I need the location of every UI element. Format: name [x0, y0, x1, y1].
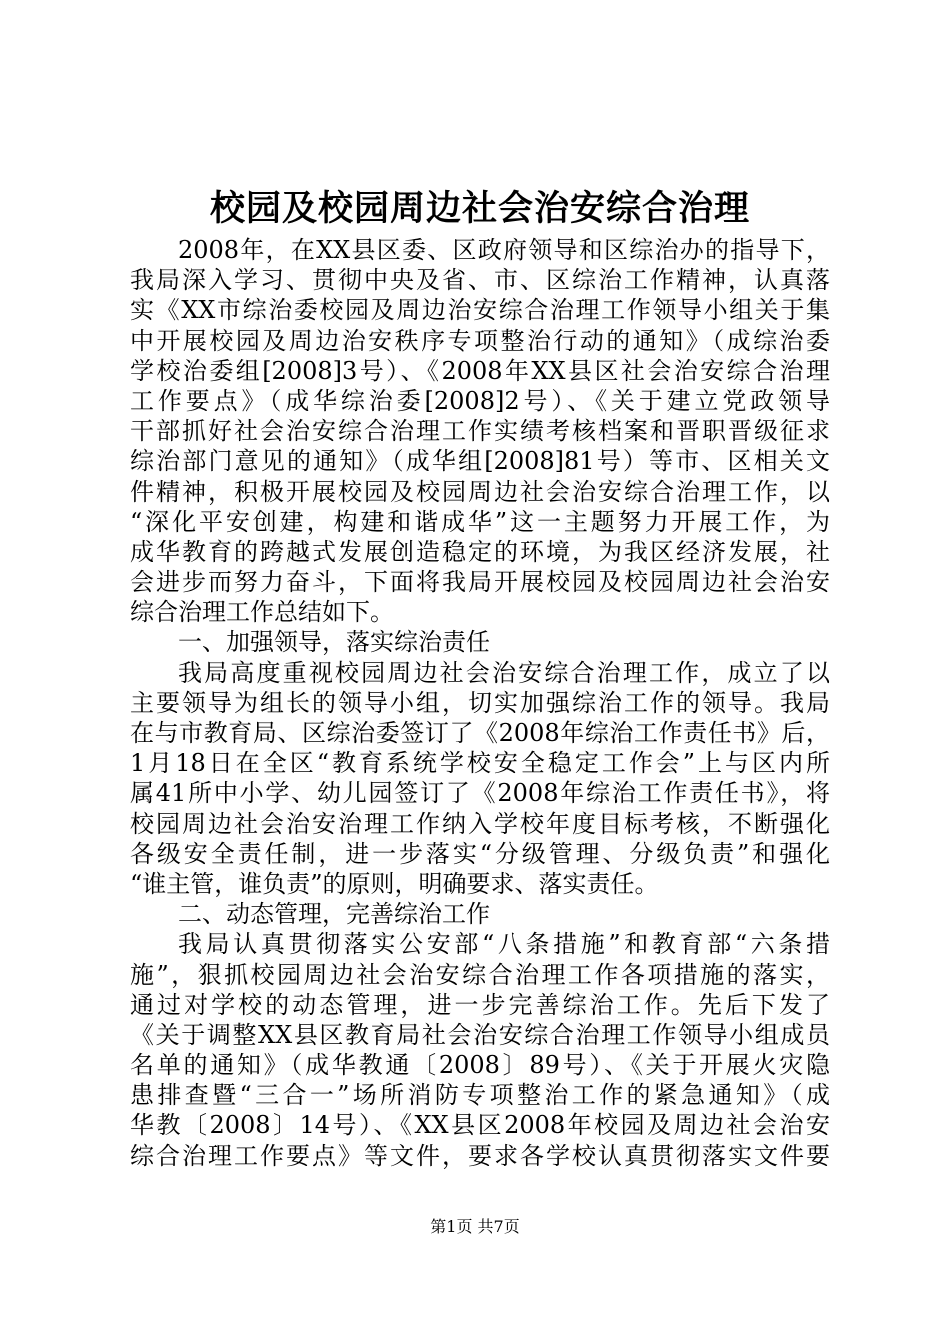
text-line: 施”，狠抓校园周边社会治安综合治理工作各项措施的落实， — [130, 960, 830, 989]
document-body — [130, 235, 830, 1171]
text-line: 综治部门意见的通知》（成华组[2008]81号）等市、区相关文 — [130, 447, 830, 476]
text-line: 我局高度重视校园周边社会治安综合治理工作，成立了以 — [178, 658, 830, 687]
text-line: 成华教育的跨越式发展创造稳定的环境，为我区经济发展，社 — [130, 537, 830, 566]
text-line: 我局认真贯彻落实公安部“八条措施”和教育部“六条措 — [178, 930, 830, 959]
text-line: 工作要点》（成华综治委[2008]2号）、《关于建立党政领导 — [130, 386, 830, 415]
text-line: 1月18日在全区“教育系统学校安全稳定工作会”上与区内所 — [130, 749, 830, 778]
text-line: 实《XX市综治委校园及周边治安综合治理工作领导小组关于集 — [130, 296, 830, 325]
section-heading: 二、动态管理，完善综治工作 — [178, 900, 490, 929]
text-line: 《关于调整XX县区教育局社会治安综合治理工作领导小组成员 — [130, 1020, 830, 1049]
text-line: 患排查暨“三合一”场所消防专项整治工作的紧急通知》（成 — [130, 1081, 830, 1110]
text-line: 我局深入学习、贯彻中央及省、市、区综治工作精神，认真落 — [130, 266, 830, 295]
text-line: 中开展校园及周边治安秩序专项整治行动的通知》（成综治委 — [130, 326, 830, 355]
text-line: 综合治理工作要点》等文件，要求各学校认真贯彻落实文件要 — [130, 1141, 830, 1170]
text-line: 华教〔2008〕14号）、《XX县区2008年校园及周边社会治安 — [130, 1111, 830, 1140]
text-line: 会进步而努力奋斗，下面将我局开展校园及校园周边社会治安 — [130, 568, 830, 597]
page-footer: 第1页 共7页 — [430, 1217, 520, 1236]
text-line: 主要领导为组长的领导小组，切实加强综治工作的领导。我局 — [130, 688, 830, 717]
section-heading: 一、加强领导，落实综治责任 — [178, 628, 490, 657]
text-line: 校园周边社会治安治理工作纳入学校年度目标考核，不断强化 — [130, 809, 830, 838]
text-line: 各级安全责任制，进一步落实“分级管理、分级负责”和强化 — [130, 839, 830, 868]
text-line: 综合治理工作总结如下。 — [130, 598, 394, 627]
text-line: 通过对学校的动态管理，进一步完善综治工作。先后下发了 — [130, 990, 830, 1019]
text-line: “谁主管，谁负责”的原则，明确要求、落实责任。 — [130, 869, 659, 898]
text-line: 属41所中小学、幼儿园签订了《2008年综治工作责任书》，将 — [130, 779, 830, 808]
text-line: 件精神，积极开展校园及校园周边社会治安综合治理工作，以 — [130, 477, 830, 506]
text-line: 2008年，在XX县区委、区政府领导和区综治办的指导下， — [178, 236, 830, 264]
document-title: 校园及校园周边社会治安综合治理 — [209, 189, 750, 229]
text-line: 在与市教育局、区综治委签订了《2008年综治工作责任书》后， — [130, 719, 830, 747]
text-line: “深化平安创建，构建和谐成华”这一主题努力开展工作，为 — [130, 507, 830, 536]
text-line: 干部抓好社会治安综合治理工作实绩考核档案和晋职晋级征求 — [130, 417, 830, 446]
text-line: 名单的通知》（成华教通〔2008〕89号）、《关于开展火灾隐 — [130, 1051, 830, 1080]
text-line: 学校治委组[2008]3号）、《2008年XX县区社会治安综合治理 — [130, 356, 830, 385]
